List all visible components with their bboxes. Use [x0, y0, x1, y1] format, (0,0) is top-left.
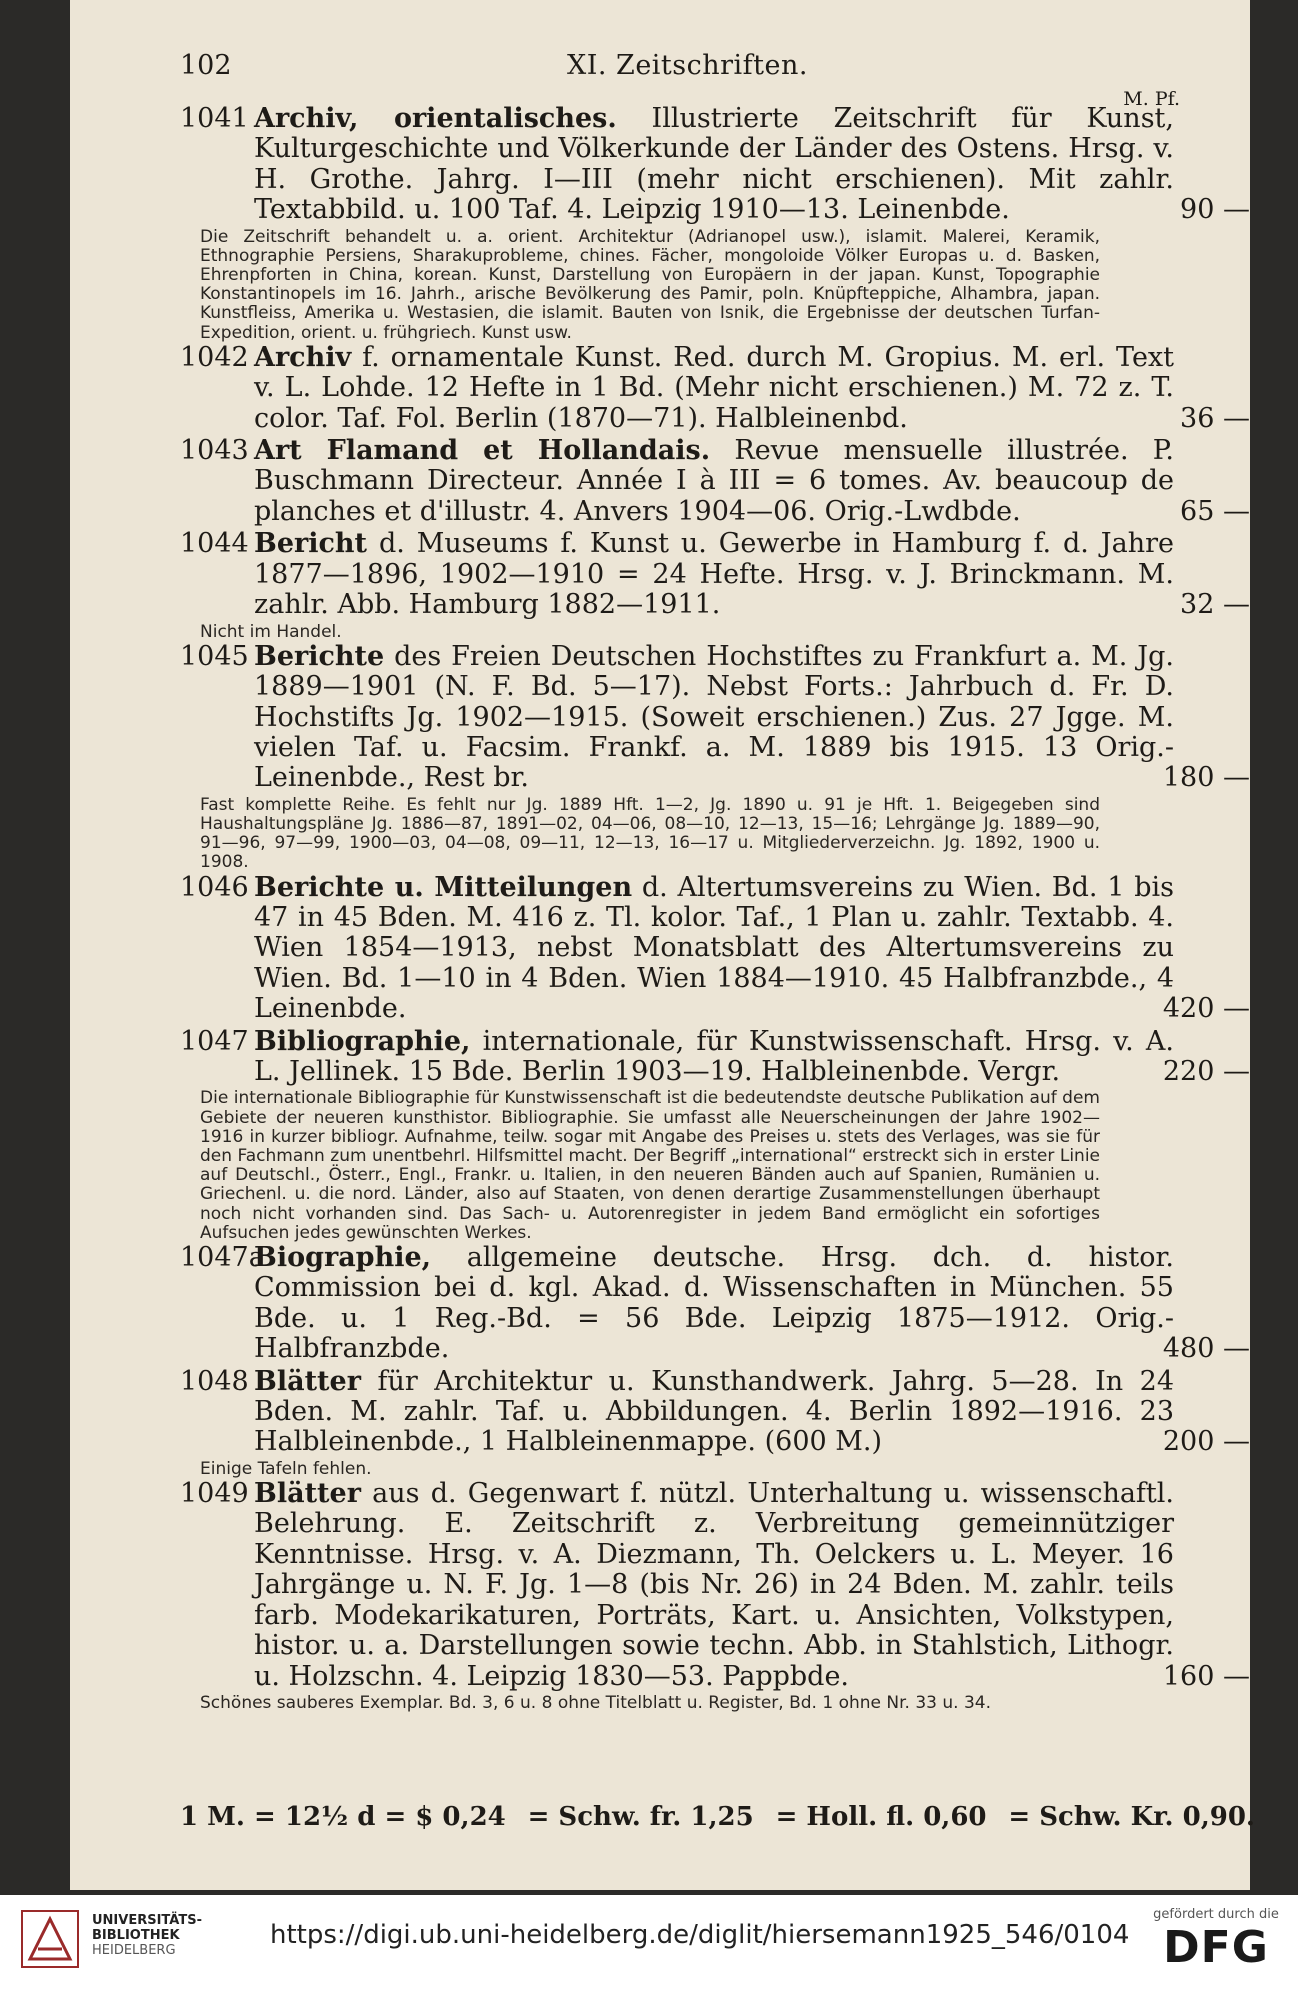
entry-list [180, 104, 1250, 1713]
catalog-entry [180, 642, 1250, 794]
entry-price: 200 — [1162, 1426, 1250, 1458]
entry-note: Fast komplette Reihe. Es fehlt nur Jg. 1889 Hft. 1—2, Jg. 1890 u. 91 je Hft. 1. Beigegeben sind Haushaltungspläne Jg. 1886—87, 1891—02, 04—06, 08—10, 12—13, 15—16; Lehrgänge Jg. 1889—90, 91—96, 97—99, 1900—03, 04—08, 09—11, 12—13, 16—17 u. Mitgliederverzeichn. Jg. 1892, 1900 u. 1908. [200, 794, 1100, 873]
entry-heading: Bibliographie, [254, 1025, 471, 1057]
university-seal-icon [20, 1909, 80, 1969]
entry-text: aus d. Gegenwart f. nützl. Unterhaltung u. wissenschaftl. Belehrung. E. Zeitschrift z. Verbreitung gemeinnütziger Kenntnisse. Hrsg. v. A. Diezmann, Th. Oelckers u. L. Meyer. 16 Jahrgänge u. N. F. Jg. 1—8 (bis Nr. 26) in 24 Bden. M. zahlr. teils farb. Modekarikaturen, Porträts, Kart. u. Ansichten, Volkstypen, histor. u. a. Darstellungen sowie techn. Abb. in Stahlstich, Lithogr. u. Holzschn. 4. Leipzig 1830—53. Pappbde. [254, 1478, 1174, 1692]
catalog-entry [180, 1027, 1250, 1088]
entry-price: 65 — [1180, 495, 1250, 527]
catalog-entry [180, 436, 1250, 527]
entry-number: 1047a [180, 1242, 265, 1274]
entry-number: 1044 [180, 528, 249, 560]
exchange-rates [180, 1802, 1255, 1832]
entry-text: d. Altertumsvereins zu Wien. Bd. 1 bis 47 in 45 Bden. M. 416 z. Tl. kolor. Taf., 1 Plan u. zahlr. Textabb. 4. Wien 1854—1913, nebst Monatsblatt des Altertumsvereins zu Wien. Bd. 1—10 in 4 Bden. Wien 1884—1910. 45 Halbfranzbde., 4 Leinenbde. [254, 871, 1174, 1025]
entry-number: 1046 [180, 871, 249, 903]
entry-text: für Architektur u. Kunsthandwerk. Jahrg. 5—28. In 24 Bden. M. zahlr. Taf. u. Abbildungen. 4. Berlin 1892—1916. 23 Halbleinenbde., 1 Halbleinenmappe. (600 M.) [254, 1365, 1174, 1458]
entry-price: 160 — [1162, 1660, 1250, 1692]
entry-text: d. Museums f. Kunst u. Gewerbe in Hamburg f. d. Jahre 1877—1896, 1902—1910 = 24 Hefte. Hrsg. v. J. Brinckmann. M. zahlr. Abb. Hamburg 1882—1911. [254, 528, 1174, 621]
catalog-entry [180, 104, 1250, 226]
permalink[interactable]: https://digi.ub.uni-heidelberg.de/diglit/hiersemann1925_546/0104 [270, 1920, 1130, 1950]
entry-price: 32 — [1180, 589, 1250, 621]
catalog-entry [180, 1479, 1250, 1692]
catalog-entry [180, 1367, 1250, 1458]
entry-number: 1048 [180, 1365, 249, 1397]
entry-heading: Berichte [254, 640, 385, 672]
entry-heading: Archiv [254, 341, 352, 373]
entry-heading: Berichte u. Mitteilungen [254, 871, 633, 903]
entry-number: 1047 [180, 1025, 249, 1057]
entry-note: Schönes sauberes Exemplar. Bd. 3, 6 u. 8 ohne Titelblatt u. Register, Bd. 1 ohne Nr. 33 u. 34. [200, 1692, 992, 1713]
catalog-entry [180, 1243, 1250, 1365]
entry-price: 180 — [1162, 762, 1250, 794]
rate-item: = Schw. Kr. 0,90. [1008, 1802, 1255, 1832]
entry-number: 1049 [180, 1478, 249, 1510]
entry-price: 220 — [1162, 1055, 1250, 1087]
rate-item: = Holl. fl. 0,60 [775, 1802, 987, 1832]
entry-heading: Archiv, orientalisches. [254, 103, 617, 134]
entry-price: 480 — [1162, 1333, 1250, 1365]
rate-item: 1 M. = 12½ d = $ 0,24 [180, 1802, 506, 1832]
entry-heading: Art Flamand et Hollandais. [254, 435, 711, 467]
entry-number: 1042 [180, 341, 249, 373]
currency-column-header: M. Pf. [1123, 88, 1180, 110]
funder-caption: gefördert durch die [1153, 1907, 1279, 1922]
entry-note: Die Zeitschrift behandelt u. a. orient. Architektur (Adrianopel usw.), islamit. Malerei, Keramik, Ethnographie Persiens, Sharakuprobleme, chines. Fächer, mongoloide Völker Europas u. d. Basken, Ehrenpforten in China, korean. Kunst, Darstellung von Europäern in der japan. Kunst, Topographie Konstantinopels im 16. Jahrh., arische Bevölkerung des Pamir, poln. Knüpfteppiche, Alhambra, japan. Kunstfleiss, Amerika u. Westasien, die islamit. Bauten von Isnik, die Ergebnisse der deutschen Turfan-Expedition, orient. u. frühgriech. Kunst usw. [200, 226, 1100, 343]
entry-heading: Bericht [254, 528, 368, 560]
entry-text: Revue mensuelle illustrée. P. Buschmann Directeur. Année I à III = 6 tomes. Av. beaucoup de planches et d'illustr. 4. Anvers 1904—06. Orig.-Lwdbde. [254, 435, 1174, 527]
entry-text: internationale, für Kunstwissenschaft. Hrsg. v. A. L. Jellinek. 15 Bde. Berlin 1903—19. Halbleinenbde. Vergr. [254, 1025, 1174, 1087]
catalog-entry [180, 343, 1250, 434]
catalog-entry [180, 529, 1250, 620]
rate-item: = Schw. fr. 1,25 [527, 1802, 754, 1832]
catalog-entry [180, 873, 1250, 1025]
entry-note: Die internationale Bibliographie für Kunstwissenschaft ist die bedeutendste deutsche Publikation auf dem Gebiete der neueren kunsthistor. Bibliographie. Sie umfasst alle Neuerscheinungen der Jahre 1902—1916 in kurzer bibliogr. Aufnahme, teilw. sogar mit Angabe des Preises u. stets des Verlages, was sie für den Fachmann zum unentbehrl. Hilfsmittel macht. Der Begriff „international“ erstreckt sich in erster Linie auf Deutschl., Österr., Engl., Frankr. u. Italien, in den neueren Bänden auch auf Spanien, Rumänien u. Griechenl. u. die nord. Länder, also auf Staaten, von denen derartige Zusammenstellungen überhaupt noch nicht vorhanden sind. Das Sach- u. Autorenregister in jedem Band ermöglicht ein sofortiges Aufsuchen jedes gewünschten Werkes. [200, 1088, 1100, 1243]
scanned-page [70, 0, 1255, 1890]
running-header [180, 50, 1195, 90]
entry-number: 1041 [180, 103, 249, 134]
entry-heading: Biographie, [254, 1242, 432, 1274]
page-number: 102 [180, 50, 232, 81]
entry-price: 420 — [1162, 993, 1250, 1025]
section-title: XI. Zeitschriften. [567, 50, 808, 81]
entry-number: 1045 [180, 640, 249, 672]
digitization-footer [0, 1895, 1298, 1993]
entry-text: Illustrierte Zeitschrift für Kunst, Kulturgeschichte und Völkerkunde der Länder des Ostens. Hrsg. v. H. Grothe. Jahrg. I—III (mehr nicht erschienen). Mit zahlr. Textabbild. u. 100 Taf. 4. Leipzig 1910—13. Leinenbde. [254, 103, 1174, 226]
entry-text: des Freien Deutschen Hochstiftes zu Frankfurt a. M. Jg. 1889—1901 (N. F. Bd. 5—17). Nebst Forts.: Jahrbuch d. Fr. D. Hochstifts Jg. 1902—1915. (Soweit erschienen.) Zus. 27 Jgge. M. vielen Taf. u. Facsim. Frankf. a. M. 1889 bis 1915. 13 Orig.-Leinenbde., Rest br. [254, 640, 1174, 794]
entry-note: Nicht im Handel. [200, 621, 342, 642]
library-name: UNIVERSITÄTS- BIBLIOTHEK HEIDELBERG [92, 1913, 202, 1958]
funder-badge [1146, 1907, 1286, 1987]
dfg-logo: DFG [1163, 1922, 1269, 1973]
entry-text: f. ornamentale Kunst. Red. durch M. Gropius. M. erl. Text v. L. Lohde. 12 Hefte in 1 Bd. (Mehr nicht erschienen.) M. 72 z. T. color. Taf. Fol. Berlin (1870—71). Halbleinenbd. [254, 341, 1174, 434]
entry-price: 90 — [1180, 194, 1250, 226]
entry-number: 1043 [180, 435, 249, 467]
entry-price: 36 — [1180, 402, 1250, 434]
entry-heading: Blätter [254, 1478, 361, 1510]
entry-note: Einige Tafeln fehlen. [200, 1458, 372, 1479]
entry-text: allgemeine deutsche. Hrsg. dch. d. histor. Commission bei d. kgl. Akad. d. Wissenschaften in München. 55 Bde. u. 1 Reg.-Bd. = 56 Bde. Leipzig 1875—1912. Orig.-Halbfranzbde. [254, 1242, 1174, 1365]
entry-heading: Blätter [254, 1365, 361, 1397]
